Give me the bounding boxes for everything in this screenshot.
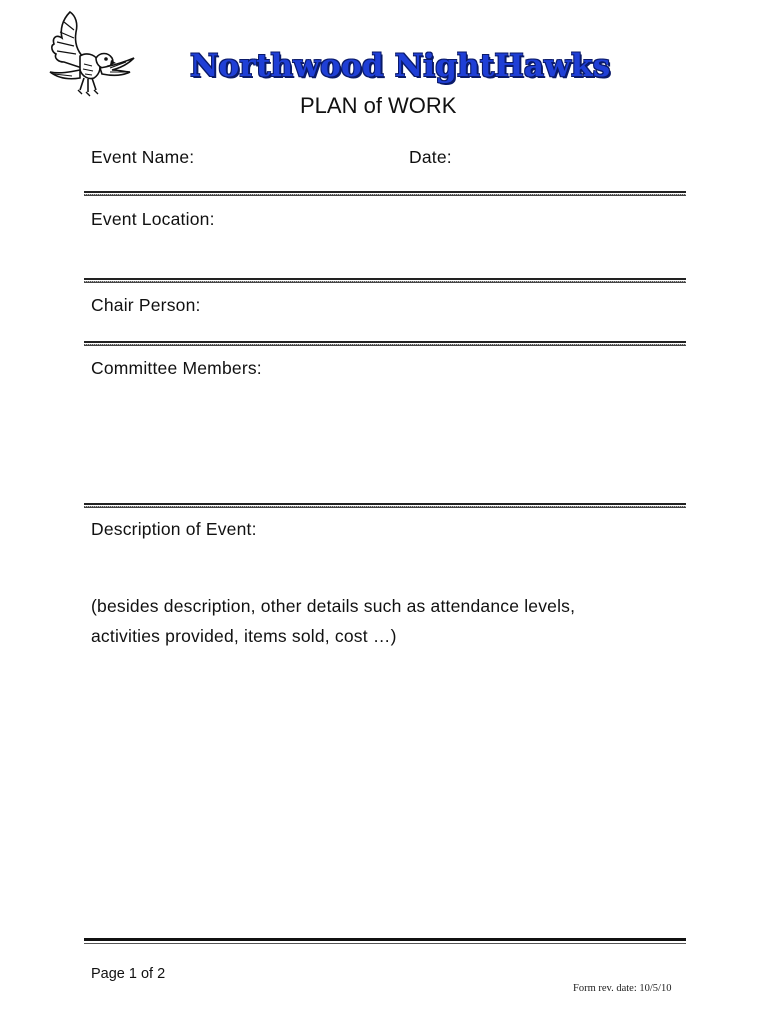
description-note-line: (besides description, other details such as attendance levels, bbox=[91, 596, 576, 616]
description-note bbox=[91, 591, 691, 651]
form-title: PLAN of WORK bbox=[300, 93, 457, 118]
chair-person-label: Chair Person: bbox=[91, 295, 201, 315]
divider-line bbox=[84, 191, 686, 196]
divider-line bbox=[84, 341, 686, 346]
date-label: Date: bbox=[409, 147, 452, 167]
divider-line bbox=[84, 503, 686, 508]
footer-divider bbox=[84, 938, 686, 944]
page-number: Page 1 of 2 bbox=[91, 966, 166, 982]
revision-date: Form rev. date: 10/5/10 bbox=[573, 983, 672, 994]
committee-members-label: Committee Members: bbox=[91, 358, 262, 378]
organization-title: Northwood NightHawks bbox=[190, 48, 611, 84]
event-location-label: Event Location: bbox=[91, 209, 215, 229]
divider-line bbox=[84, 278, 686, 283]
hawk-mascot-icon bbox=[40, 8, 138, 100]
description-note-line: activities provided, items sold, cost …) bbox=[91, 626, 397, 646]
description-label: Description of Event: bbox=[91, 519, 257, 539]
event-name-label: Event Name: bbox=[91, 147, 195, 167]
